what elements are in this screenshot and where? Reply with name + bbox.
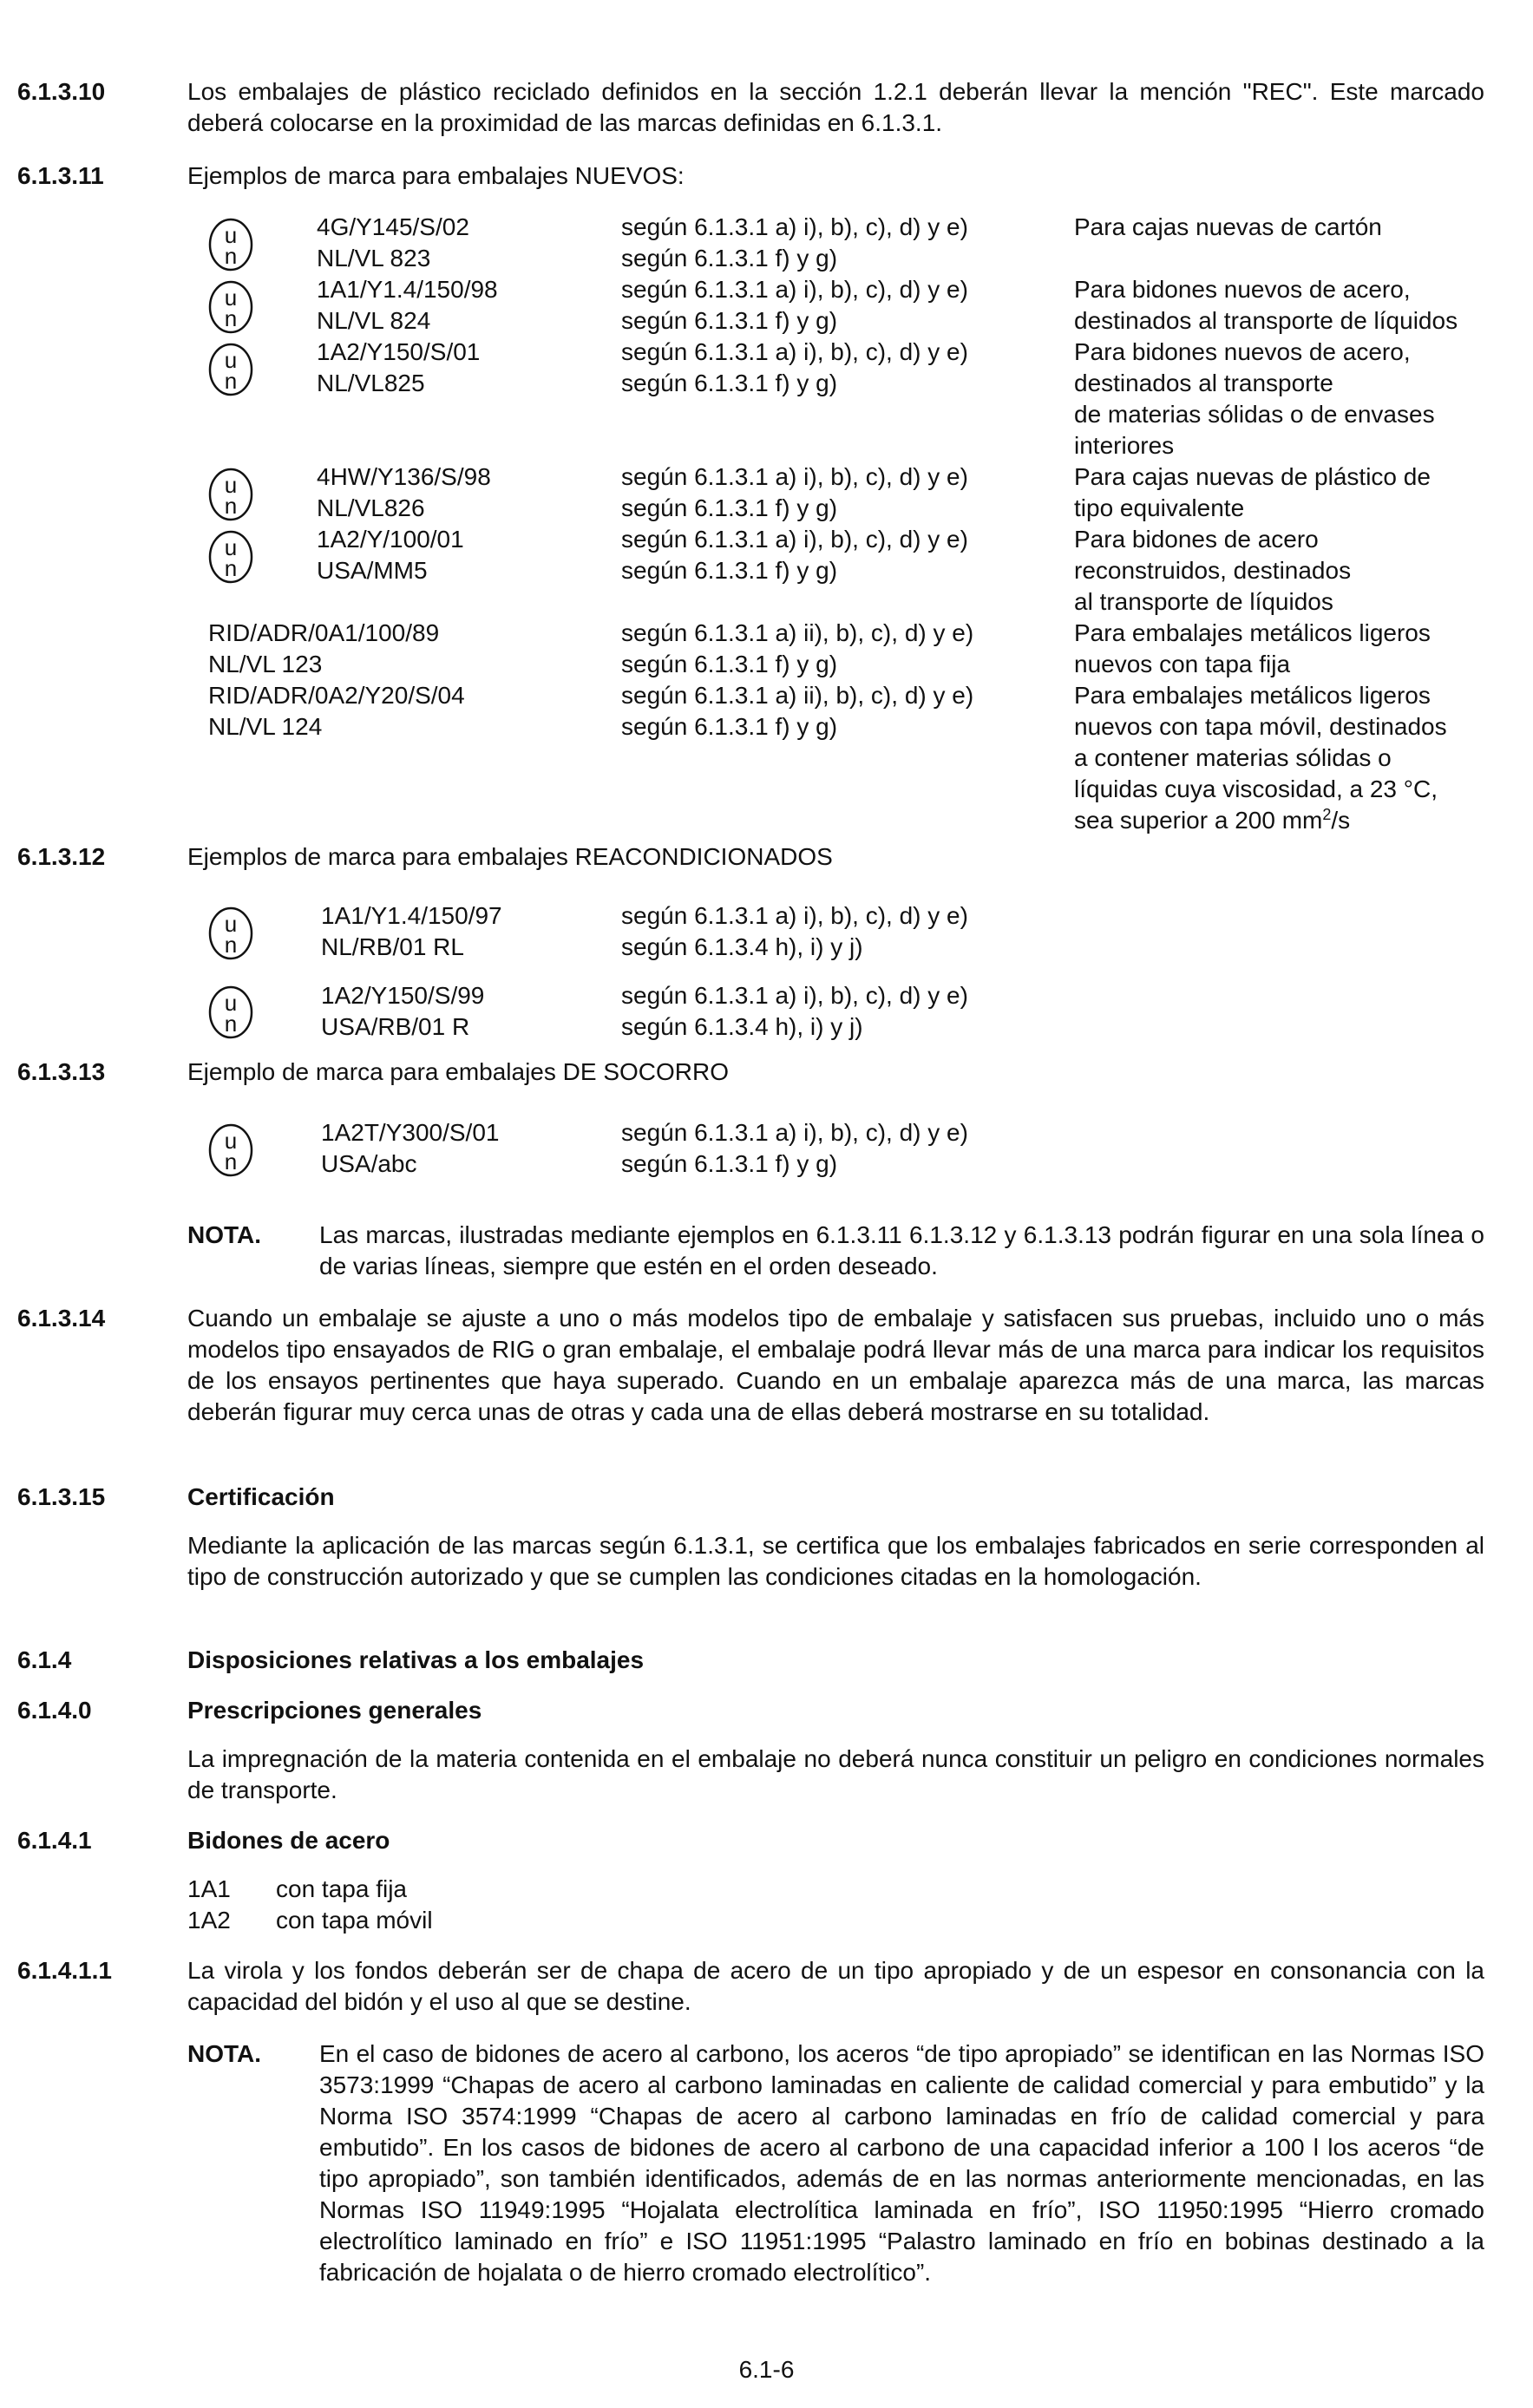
mark-description: a contener materias sólidas o <box>1074 744 1392 771</box>
section-6-1-3-12 <box>0 841 1533 874</box>
mark-description: nuevos con tapa móvil, destinados <box>1074 713 1447 740</box>
mark-reference: según 6.1.3.1 f) y g) <box>621 370 838 396</box>
mark-reference: según 6.1.3.1 a) i), b), c), d) y e) <box>621 463 968 490</box>
svg-text:n: n <box>224 243 238 269</box>
svg-text:u: u <box>224 534 238 560</box>
svg-text:u: u <box>224 347 238 373</box>
mark-description: nuevos con tapa fija <box>1074 651 1291 677</box>
mark-reference: según 6.1.3.1 f) y g) <box>621 1150 838 1177</box>
section-heading: Ejemplos de marca para embalajes NUEVOS: <box>187 162 685 189</box>
mark-code: NL/VL825 <box>317 370 425 396</box>
mark-reference: según 6.1.3.1 f) y g) <box>621 557 838 584</box>
un-symbol-icon <box>208 985 253 1039</box>
svg-text:n: n <box>224 493 238 519</box>
un-symbol-icon <box>208 468 253 521</box>
svg-text:n: n <box>224 1148 238 1175</box>
mark-code: 4HW/Y136/S/98 <box>317 463 491 490</box>
note-text: Las marcas, ilustradas mediante ejemplos en 6.1.3.11 6.1.3.12 y 6.1.3.13 podrán figurar en una sola línea o de varias líneas, siempre que estén en el orden deseado. <box>319 1221 1484 1279</box>
note-label: NOTA. <box>187 2040 262 2067</box>
description-text: sea superior a 200 mm <box>1074 807 1323 834</box>
mark-code: NL/VL 124 <box>208 713 323 740</box>
mark-description <box>1074 805 1350 836</box>
section-heading: Bidones de acero <box>187 1827 390 1854</box>
mark-reference: según 6.1.3.1 f) y g) <box>621 713 838 740</box>
mark-description: Para bidones nuevos de acero, <box>1074 276 1411 303</box>
mark-description: al transporte de líquidos <box>1074 588 1333 615</box>
section-text: La impregnación de la materia contenida en el embalaje no deberá nunca constituir un peligro en condiciones normales de transporte. <box>187 1745 1484 1803</box>
mark-description: de materias sólidas o de envases <box>1074 401 1435 428</box>
un-symbol-icon <box>208 530 253 584</box>
svg-text:u: u <box>224 911 238 937</box>
section-heading: Prescripciones generales <box>187 1697 482 1724</box>
mark-description: Para embalajes metálicos ligeros <box>1074 619 1431 646</box>
mark-code: USA/abc <box>321 1150 417 1177</box>
svg-text:u: u <box>224 285 238 311</box>
un-symbol-icon <box>208 218 253 272</box>
mark-description: Para cajas nuevas de cartón <box>1074 213 1382 240</box>
section-6-1-4 <box>0 1645 1533 1678</box>
svg-text:u: u <box>224 990 238 1016</box>
mark-description: Para cajas nuevas de plástico de <box>1074 463 1431 490</box>
section-heading: Certificación <box>187 1483 335 1510</box>
mark-reference: según 6.1.3.1 a) i), b), c), d) y e) <box>621 902 968 929</box>
un-symbol-icon <box>208 906 253 960</box>
svg-text:n: n <box>224 305 238 331</box>
mark-reference: según 6.1.3.1 a) i), b), c), d) y e) <box>621 338 968 365</box>
mark-reference: según 6.1.3.1 f) y g) <box>621 245 838 272</box>
mark-reference: según 6.1.3.1 a) i), b), c), d) y e) <box>621 1119 968 1146</box>
mark-code: RID/ADR/0A2/Y20/S/04 <box>208 682 465 709</box>
mark-reference: según 6.1.3.1 f) y g) <box>621 307 838 334</box>
svg-text:n: n <box>224 555 238 581</box>
section-number: 6.1.4 <box>17 1646 72 1673</box>
note-marks <box>0 1220 1533 1284</box>
svg-text:u: u <box>224 472 238 498</box>
mark-reference: según 6.1.3.1 f) y g) <box>621 494 838 521</box>
mark-description: Para bidones de acero <box>1074 526 1319 553</box>
mark-code: 1A1/Y1.4/150/97 <box>321 902 502 929</box>
mark-description: destinados al transporte de líquidos <box>1074 307 1458 334</box>
mark-code: 1A1/Y1.4/150/98 <box>317 276 498 303</box>
mark-code: 4G/Y145/S/02 <box>317 213 469 240</box>
section-number: 6.1.4.1 <box>17 1827 92 1854</box>
svg-text:u: u <box>224 222 238 248</box>
mark-description: reconstruidos, destinados <box>1074 557 1352 584</box>
section-number: 6.1.3.11 <box>17 162 104 189</box>
mark-code: 1A2/Y/100/01 <box>317 526 464 553</box>
emergency-marks-table <box>0 1117 1533 1187</box>
section-6-1-3-13 <box>0 1057 1533 1089</box>
svg-text:n: n <box>224 368 238 394</box>
new-marks-table <box>0 212 1533 854</box>
reconditioned-marks-table <box>0 900 1533 1048</box>
note-steel <box>0 2038 1533 2325</box>
mark-code: USA/RB/01 R <box>321 1013 470 1040</box>
mark-reference: según 6.1.3.1 a) i), b), c), d) y e) <box>621 276 968 303</box>
mark-reference: según 6.1.3.4 h), i) y j) <box>621 1013 863 1040</box>
section-number: 6.1.4.1.1 <box>17 1957 112 1984</box>
mark-reference: según 6.1.3.1 a) ii), b), c), d) y e) <box>621 682 974 709</box>
svg-text:u: u <box>224 1128 238 1154</box>
section-6-1-4-1 <box>0 1825 1533 1938</box>
section-number: 6.1.3.15 <box>17 1483 106 1510</box>
section-text: Los embalajes de plástico reciclado definidos en la sección 1.2.1 deberán llevar la mención "REC". Este marcado deberá colocarse en la proximidad de las marcas definidas en 6.1.3.1. <box>187 78 1484 136</box>
section-6-1-3-14 <box>0 1303 1533 1459</box>
mark-description: Para bidones nuevos de acero, <box>1074 338 1411 365</box>
list-item-code: 1A2 <box>187 1907 231 1934</box>
section-number: 6.1.3.12 <box>17 843 106 870</box>
superscript: 2 <box>1322 806 1332 823</box>
note-text: En el caso de bidones de acero al carbono, los aceros “de tipo apropiado” se identifican en las Normas ISO 3573:1999 “Chapas de acero al carbono laminadas en caliente de calidad comercial y para embutido” y la Norma ISO 3574:1999 “Chapas de acero al carbono laminadas en frío de calidad comercial y para embutido”. En los casos de bidones de acero al carbono de una capacidad inferior a 100 l los aceros “de tipo apropiado”, son también identificados, además de en las normas anteriormente mencionadas, en las Normas ISO 11949:1995 “Hojalata electrolítica laminada en frío”, ISO 11950:1995 “Hierro cromado electrolítico laminado en frío” e ISO 11951:1995 “Palastro laminado en frío en bobinas destinado a la fabricación de hojalata o de hierro cromado electrolítico”. <box>319 2040 1484 2286</box>
un-symbol-icon <box>208 1123 253 1177</box>
page-number: 6.1-6 <box>738 2356 795 2383</box>
section-6-1-4-0 <box>0 1695 1533 1808</box>
mark-description: interiores <box>1074 432 1175 459</box>
mark-description: Para embalajes metálicos ligeros <box>1074 682 1431 709</box>
section-6-1-3-10 <box>0 76 1533 141</box>
description-text: /s <box>1331 807 1351 834</box>
section-text: Mediante la aplicación de las marcas según 6.1.3.1, se certifica que los embalajes fabricados en serie corresponden al tipo de construcción autorizado y que se cumplen las condiciones citadas en la homologación. <box>187 1532 1484 1590</box>
section-heading: Ejemplo de marca para embalajes DE SOCORRO <box>187 1058 730 1085</box>
mark-reference: según 6.1.3.4 h), i) y j) <box>621 933 863 960</box>
list-item-code: 1A1 <box>187 1875 231 1902</box>
mark-code: USA/MM5 <box>317 557 428 584</box>
mark-reference: según 6.1.3.1 a) i), b), c), d) y e) <box>621 213 968 240</box>
mark-reference: según 6.1.3.1 f) y g) <box>621 651 838 677</box>
section-6-1-3-15 <box>0 1482 1533 1629</box>
mark-code: NL/VL 823 <box>317 245 431 272</box>
section-number: 6.1.4.0 <box>17 1697 92 1724</box>
mark-reference: según 6.1.3.1 a) ii), b), c), d) y e) <box>621 619 974 646</box>
section-text: La virola y los fondos deberán ser de chapa de acero de un tipo apropiado y de un espesor en consonancia con la capacidad del bidón y el uso al que se destine. <box>187 1957 1484 2015</box>
un-symbol-icon <box>208 343 253 396</box>
section-heading: Disposiciones relativas a los embalajes <box>187 1646 645 1673</box>
mark-code: 1A2T/Y300/S/01 <box>321 1119 500 1146</box>
svg-text:n: n <box>224 1011 238 1037</box>
mark-code: RID/ADR/0A1/100/89 <box>208 619 440 646</box>
mark-description: tipo equivalente <box>1074 494 1245 521</box>
section-6-1-3-11 <box>0 160 1533 193</box>
mark-code: 1A2/Y150/S/99 <box>321 982 485 1009</box>
mark-reference: según 6.1.3.1 a) i), b), c), d) y e) <box>621 526 968 553</box>
list-item-label: con tapa fija <box>276 1875 407 1902</box>
un-symbol-icon <box>208 280 253 334</box>
mark-code: 1A2/Y150/S/01 <box>317 338 481 365</box>
section-text: Cuando un embalaje se ajuste a uno o más modelos tipo de embalaje y satisfacen sus pruebas, incluido uno o más modelos tipo ensayados de RIG o gran embalaje, el embalaje podrá llevar más de una marca para indicar los requisitos de los ensayos pertinentes que haya superado. Cuando en un embalaje aparezca más de una marca, las marcas deberán figurar muy cerca unas de otras y cada una de ellas deberá mostrarse en su totalidad. <box>187 1305 1484 1425</box>
mark-reference: según 6.1.3.1 a) i), b), c), d) y e) <box>621 982 968 1009</box>
section-number: 6.1.3.14 <box>17 1305 106 1332</box>
section-6-1-4-1-1 <box>0 1955 1533 2019</box>
mark-description: líquidas cuya viscosidad, a 23 °C, <box>1074 775 1438 802</box>
mark-code: NL/VL 824 <box>317 307 431 334</box>
list-item-label: con tapa móvil <box>276 1907 433 1934</box>
mark-code: NL/VL826 <box>317 494 425 521</box>
mark-code: NL/RB/01 RL <box>321 933 464 960</box>
section-heading: Ejemplos de marca para embalajes REACONDICIONADOS <box>187 843 833 870</box>
section-number: 6.1.3.10 <box>17 78 106 105</box>
section-number: 6.1.3.13 <box>17 1058 106 1085</box>
mark-description: destinados al transporte <box>1074 370 1333 396</box>
svg-text:n: n <box>224 932 238 958</box>
mark-code: NL/VL 123 <box>208 651 323 677</box>
note-label: NOTA. <box>187 1221 262 1248</box>
